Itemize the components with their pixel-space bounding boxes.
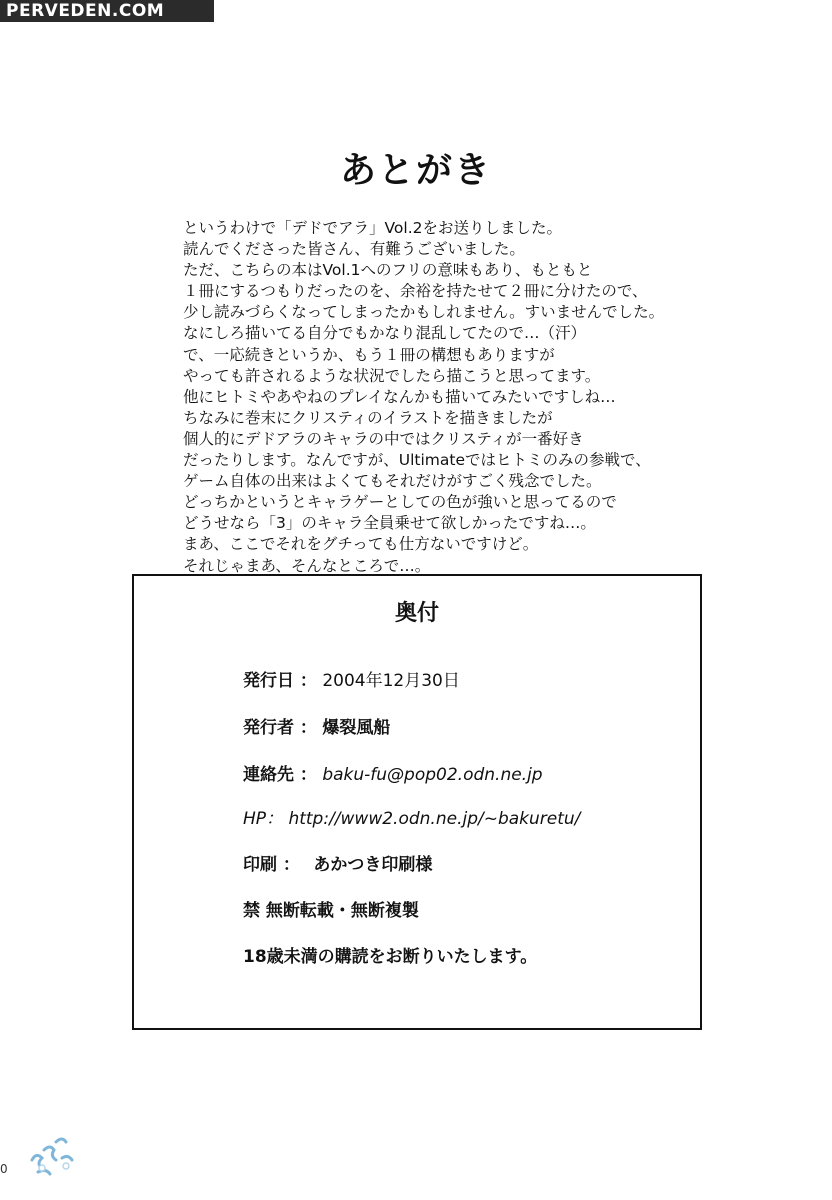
prohibition-text: 禁 無断転載・無断複製 — [243, 901, 419, 921]
issue-date-row — [243, 666, 460, 691]
contact-row — [243, 760, 543, 785]
colophon-box — [132, 574, 702, 1030]
afterword-line: で、一応続きというか、もう１冊の構想もありますが — [183, 345, 555, 364]
colophon-title: 奥付 — [394, 601, 439, 626]
contact-value: baku-fu@pop02.odn.ne.jp — [322, 765, 543, 785]
afterword-line: というわけで「デドでアラ」Vol.2をお送りしました。 — [183, 219, 562, 237]
afterword-line: やっても許されるような状況でしたら描こうと思ってます。 — [183, 366, 601, 385]
scanlator-logo — [22, 1120, 84, 1180]
publisher-label: 発行者 ： — [243, 718, 317, 738]
publisher-value: 爆裂風船 — [322, 718, 391, 738]
afterword-line: 個人的にデドアラのキャラの中ではクリスティが一番好き — [183, 429, 584, 448]
afterword-line: ゲーム自体の出来はよくてもそれだけがすごく残念でした。 — [183, 472, 602, 491]
afterword-line: だったりします。なんですが、Ultimateではヒトミのみの参戦で、 — [183, 451, 651, 470]
afterword-body — [183, 218, 803, 577]
afterword-line: まあ、ここでそれをグチっても仕方ないですけど。 — [183, 535, 539, 554]
printer-value: あかつき印刷様 — [313, 855, 433, 875]
afterword-line: １冊にするつもりだったのを、余裕を持たせて２冊に分けたので、 — [183, 282, 648, 301]
page-number: 0 — [0, 1162, 8, 1176]
publisher-row — [243, 713, 390, 738]
issue-date-label: 発行日 ： — [243, 671, 317, 691]
contact-label: 連絡先 ： — [243, 765, 317, 785]
prohibition-row — [243, 896, 419, 921]
hp-label: HP： — [243, 809, 284, 829]
age-notice-text: 18歳未満の購読をお断りいたします。 — [243, 947, 538, 967]
afterword-line: ちなみに巻末にクリスティのイラストを描きましたが — [183, 408, 553, 427]
afterword-title: あとがき — [339, 150, 492, 191]
afterword-line: それじゃまあ、そんなところで…。 — [183, 556, 431, 575]
watermark: PERVEDEN.COM — [0, 0, 214, 22]
afterword-line: どうせなら「3」のキャラ全員乗せて欲しかったですね…。 — [183, 514, 596, 533]
hp-value: http://www2.odn.ne.jp/~bakuretu/ — [288, 809, 581, 829]
age-notice-row — [243, 942, 537, 967]
printer-label: 印刷 ： — [243, 855, 300, 875]
printer-row — [243, 850, 432, 875]
afterword-line: 読んでくださった皆さん、有難うございました。 — [183, 240, 525, 259]
afterword-line: どっちかというとキャラゲーとしての色が強いと思ってるので — [183, 493, 617, 512]
issue-date-value: 2004年12月30日 — [322, 671, 460, 691]
hp-row — [243, 804, 580, 829]
afterword-line: ただ、こちらの本はVol.1へのフリの意味もあり、もともと — [183, 261, 593, 280]
afterword-line: 他にヒトミやあやねのプレイなんかも描いてみたいですしね… — [183, 387, 616, 406]
afterword-line: なにしろ描いてる自分でもかなり混乱してたので…（汗） — [183, 324, 587, 343]
afterword-line: 少し読みづらくなってしまったかもしれません。すいませんでした。 — [183, 303, 665, 322]
